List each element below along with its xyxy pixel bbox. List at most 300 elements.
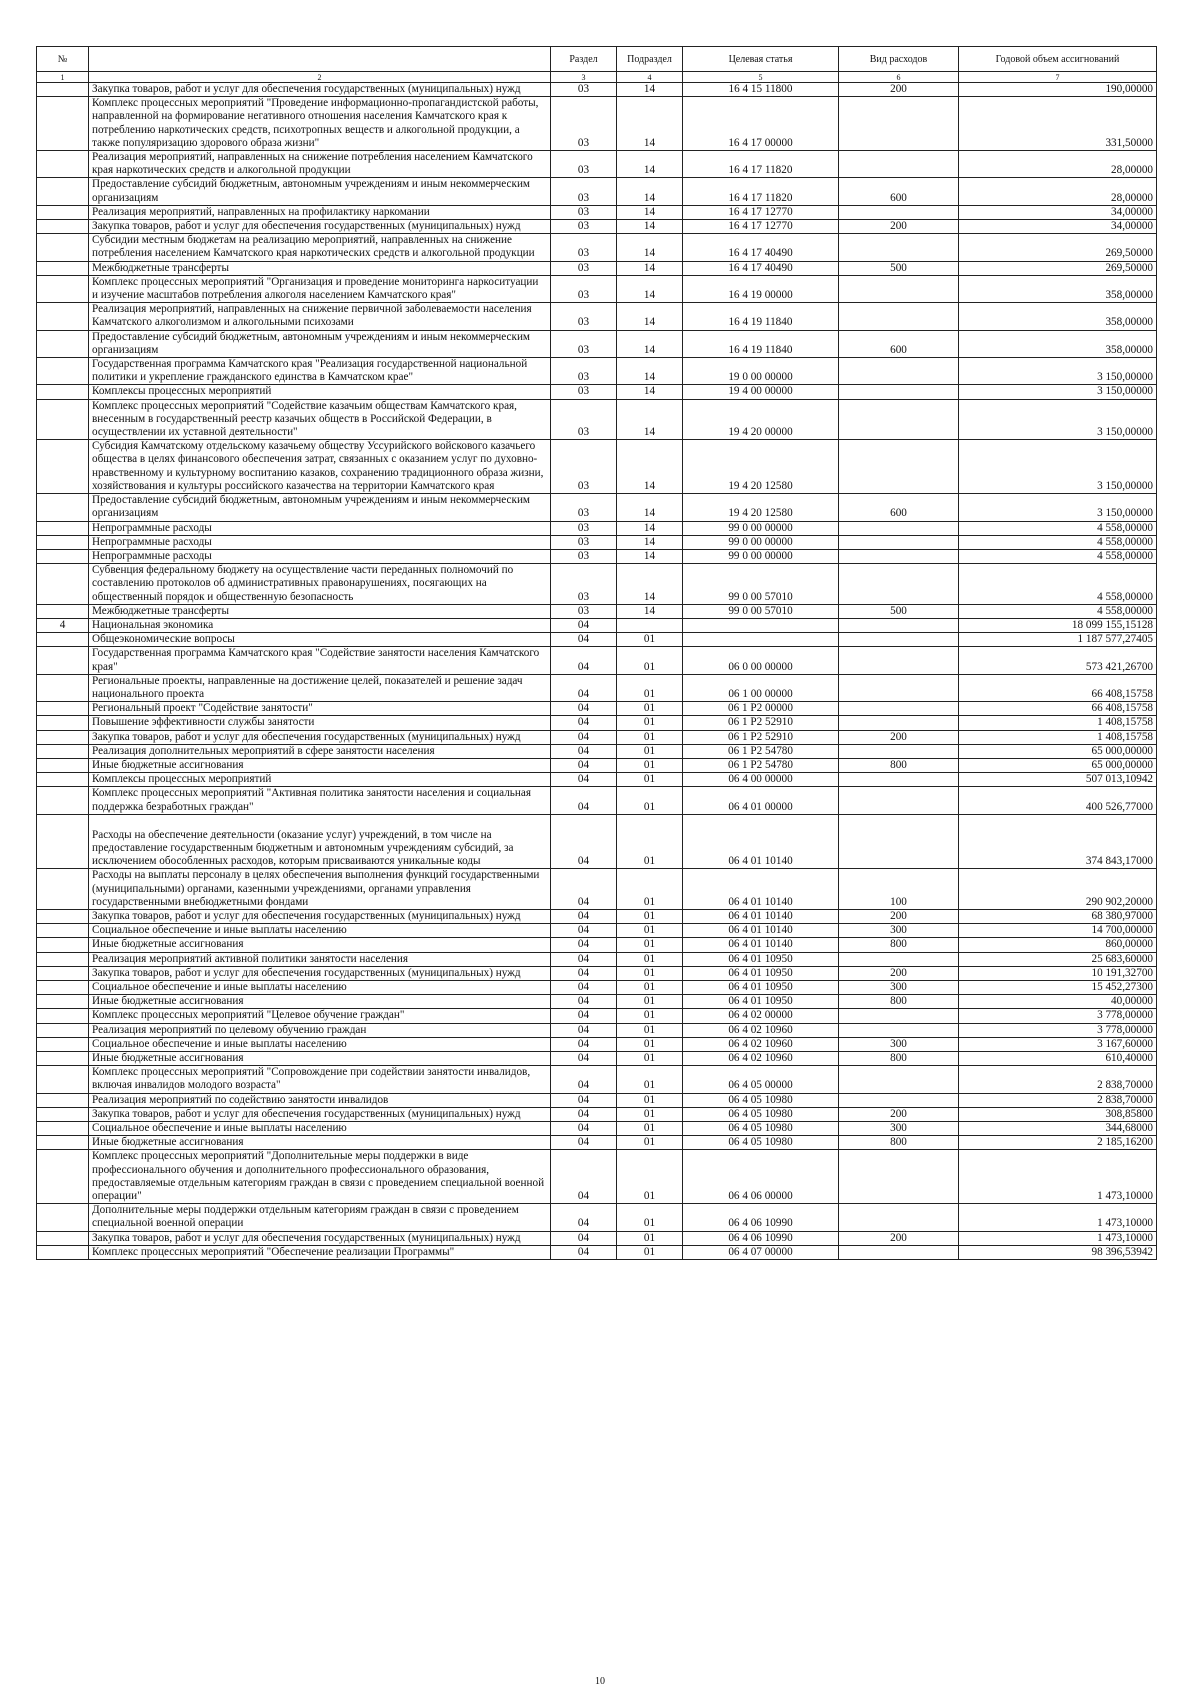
table-row — [37, 83, 1157, 97]
row-podrazdel: 01 — [617, 1231, 683, 1245]
row-amount: 1 473,10000 — [959, 1231, 1157, 1245]
row-number — [37, 1093, 89, 1107]
row-expense-type — [839, 234, 959, 261]
row-number — [37, 1122, 89, 1136]
row-expense-type — [839, 521, 959, 535]
row-name: Реализация мероприятий по содействию занятости инвалидов — [89, 1093, 551, 1107]
table-row — [37, 1150, 1157, 1204]
row-name: Национальная экономика — [89, 618, 551, 632]
row-number — [37, 440, 89, 494]
row-expense-type — [839, 1023, 959, 1037]
row-amount: 1 473,10000 — [959, 1150, 1157, 1204]
row-podrazdel: 01 — [617, 758, 683, 772]
table-row — [37, 220, 1157, 234]
row-number — [37, 966, 89, 980]
row-number — [37, 83, 89, 97]
row-name: Социальное обеспечение и иные выплаты населению — [89, 924, 551, 938]
header-colnum: 2 — [89, 72, 551, 83]
table-row — [37, 261, 1157, 275]
table-row — [37, 773, 1157, 787]
table-row — [37, 716, 1157, 730]
row-target-article: 06 4 05 00000 — [683, 1066, 839, 1093]
table-row — [37, 205, 1157, 219]
row-expense-type — [839, 303, 959, 330]
row-podrazdel — [617, 618, 683, 632]
row-number — [37, 205, 89, 219]
row-expense-type — [839, 1093, 959, 1107]
row-number — [37, 952, 89, 966]
row-razdel: 03 — [551, 97, 617, 151]
row-podrazdel: 14 — [617, 535, 683, 549]
row-podrazdel: 14 — [617, 151, 683, 178]
table-row — [37, 1122, 1157, 1136]
row-target-article: 16 4 17 40490 — [683, 234, 839, 261]
row-amount: 2 185,16200 — [959, 1136, 1157, 1150]
row-amount: 4 558,00000 — [959, 535, 1157, 549]
row-razdel: 04 — [551, 938, 617, 952]
row-razdel: 03 — [551, 385, 617, 399]
row-razdel: 03 — [551, 440, 617, 494]
row-expense-type — [839, 535, 959, 549]
row-number — [37, 744, 89, 758]
row-name: Закупка товаров, работ и услуг для обеспечения государственных (муниципальных) нужд — [89, 220, 551, 234]
table-row — [37, 385, 1157, 399]
row-razdel: 03 — [551, 178, 617, 205]
row-number — [37, 1052, 89, 1066]
row-amount: 14 700,00000 — [959, 924, 1157, 938]
row-name: Субвенция федеральному бюджету на осуществление части переданных полномочий по составлению протоколов об административных правонарушениях, посягающих на общественный порядок и общественную безопасность — [89, 564, 551, 605]
row-target-article: 06 4 02 00000 — [683, 1009, 839, 1023]
row-podrazdel: 01 — [617, 787, 683, 814]
row-number — [37, 758, 89, 772]
table-row — [37, 952, 1157, 966]
table-row — [37, 330, 1157, 357]
row-number — [37, 814, 89, 869]
row-name: Иные бюджетные ассигнования — [89, 1052, 551, 1066]
row-razdel: 04 — [551, 1023, 617, 1037]
row-target-article: 19 0 00 00000 — [683, 358, 839, 385]
row-expense-type: 800 — [839, 938, 959, 952]
row-razdel: 04 — [551, 1093, 617, 1107]
row-razdel: 04 — [551, 716, 617, 730]
table-row — [37, 744, 1157, 758]
row-amount: 66 408,15758 — [959, 702, 1157, 716]
table-row — [37, 924, 1157, 938]
row-number — [37, 995, 89, 1009]
row-target-article: 06 1 P2 54780 — [683, 744, 839, 758]
row-razdel: 04 — [551, 773, 617, 787]
row-name: Закупка товаров, работ и услуг для обеспечения государственных (муниципальных) нужд — [89, 909, 551, 923]
row-podrazdel: 14 — [617, 261, 683, 275]
row-name: Региональный проект "Содействие занятости" — [89, 702, 551, 716]
table-row — [37, 674, 1157, 701]
table-row — [37, 399, 1157, 440]
row-podrazdel: 01 — [617, 1023, 683, 1037]
row-number — [37, 604, 89, 618]
row-podrazdel: 14 — [617, 303, 683, 330]
row-razdel: 04 — [551, 814, 617, 869]
row-podrazdel: 14 — [617, 83, 683, 97]
row-expense-type — [839, 674, 959, 701]
header-razdel: Раздел — [551, 47, 617, 72]
row-expense-type: 800 — [839, 995, 959, 1009]
row-expense-type: 200 — [839, 909, 959, 923]
row-target-article: 16 4 17 40490 — [683, 261, 839, 275]
row-expense-type — [839, 702, 959, 716]
row-amount: 190,00000 — [959, 83, 1157, 97]
row-expense-type: 600 — [839, 330, 959, 357]
row-name: Комплекс процессных мероприятий "Содействие казачьим обществам Камчатского края, внесенным в государственный реестр казачьих обществ в Российской Федерации, в осуществлении их уставной деятельности" — [89, 399, 551, 440]
row-target-article: 06 4 01 10950 — [683, 966, 839, 980]
row-number — [37, 535, 89, 549]
row-number — [37, 1231, 89, 1245]
row-expense-type: 600 — [839, 494, 959, 521]
row-amount: 98 396,53942 — [959, 1245, 1157, 1259]
row-name: Региональные проекты, направленные на достижение целей, показателей и решение задач национального проекта — [89, 674, 551, 701]
row-razdel: 03 — [551, 604, 617, 618]
row-razdel: 04 — [551, 1231, 617, 1245]
row-expense-type — [839, 399, 959, 440]
row-razdel: 04 — [551, 1245, 617, 1259]
row-amount: 34,00000 — [959, 220, 1157, 234]
row-target-article: 06 4 01 10950 — [683, 952, 839, 966]
table-row — [37, 151, 1157, 178]
row-podrazdel: 01 — [617, 924, 683, 938]
row-amount: 2 838,70000 — [959, 1093, 1157, 1107]
row-name: Закупка товаров, работ и услуг для обеспечения государственных (муниципальных) нужд — [89, 966, 551, 980]
table-row — [37, 1066, 1157, 1093]
row-podrazdel: 01 — [617, 1150, 683, 1204]
row-expense-type — [839, 549, 959, 563]
row-name: Комплекс процессных мероприятий "Целевое обучение граждан" — [89, 1009, 551, 1023]
row-podrazdel: 01 — [617, 1122, 683, 1136]
row-amount: 18 099 155,15128 — [959, 618, 1157, 632]
row-podrazdel: 14 — [617, 275, 683, 302]
row-podrazdel: 01 — [617, 1009, 683, 1023]
row-target-article: 06 4 05 10980 — [683, 1093, 839, 1107]
row-razdel: 03 — [551, 275, 617, 302]
budget-table — [36, 46, 1157, 1260]
row-razdel: 03 — [551, 358, 617, 385]
row-number — [37, 275, 89, 302]
row-expense-type — [839, 385, 959, 399]
header-annual-amount: Годовой объем ассигнований — [959, 47, 1157, 72]
table-row — [37, 1009, 1157, 1023]
row-name: Комплекс процессных мероприятий "Дополнительные меры поддержки в виде профессионального обучения и дополнительного профессионального образования, предоставляемые отдельным категориям граждан в связи с проведением специальной военной операции" — [89, 1150, 551, 1204]
row-podrazdel: 01 — [617, 952, 683, 966]
row-amount: 4 558,00000 — [959, 604, 1157, 618]
table-row — [37, 869, 1157, 910]
row-razdel: 04 — [551, 1009, 617, 1023]
row-number — [37, 924, 89, 938]
table-row — [37, 633, 1157, 647]
row-expense-type — [839, 440, 959, 494]
row-razdel: 04 — [551, 952, 617, 966]
row-amount: 3 150,00000 — [959, 358, 1157, 385]
row-amount: 4 558,00000 — [959, 549, 1157, 563]
row-number — [37, 564, 89, 605]
row-amount: 1 408,15758 — [959, 730, 1157, 744]
row-target-article: 06 1 00 00000 — [683, 674, 839, 701]
table-row — [37, 814, 1157, 869]
row-target-article: 99 0 00 57010 — [683, 604, 839, 618]
row-expense-type: 200 — [839, 220, 959, 234]
row-target-article: 16 4 17 00000 — [683, 97, 839, 151]
table-row — [37, 1052, 1157, 1066]
row-amount: 269,50000 — [959, 261, 1157, 275]
row-expense-type: 300 — [839, 924, 959, 938]
row-expense-type — [839, 358, 959, 385]
row-razdel: 03 — [551, 521, 617, 535]
row-podrazdel: 14 — [617, 604, 683, 618]
header-colnum: 4 — [617, 72, 683, 83]
row-podrazdel: 01 — [617, 716, 683, 730]
row-podrazdel: 01 — [617, 674, 683, 701]
row-name: Комплекс процессных мероприятий "Обеспечение реализации Программы" — [89, 1245, 551, 1259]
row-target-article: 06 4 05 10980 — [683, 1122, 839, 1136]
row-name: Предоставление субсидий бюджетным, автономным учреждениям и иным некоммерческим организациям — [89, 330, 551, 357]
row-amount: 507 013,10942 — [959, 773, 1157, 787]
row-number — [37, 773, 89, 787]
row-target-article — [683, 633, 839, 647]
row-podrazdel: 14 — [617, 385, 683, 399]
row-amount: 3 778,00000 — [959, 1009, 1157, 1023]
row-target-article: 06 4 05 10980 — [683, 1136, 839, 1150]
row-name: Комплексы процессных мероприятий — [89, 385, 551, 399]
row-razdel: 04 — [551, 1107, 617, 1121]
row-number — [37, 151, 89, 178]
row-razdel: 04 — [551, 1136, 617, 1150]
row-podrazdel: 01 — [617, 938, 683, 952]
row-name: Закупка товаров, работ и услуг для обеспечения государственных (муниципальных) нужд — [89, 1107, 551, 1121]
row-name: Дополнительные меры поддержки отдельным категориям граждан в связи с проведением специальной военной операции — [89, 1204, 551, 1231]
row-target-article: 16 4 19 11840 — [683, 303, 839, 330]
row-podrazdel: 14 — [617, 564, 683, 605]
row-expense-type: 300 — [839, 1122, 959, 1136]
row-target-article: 06 4 01 10140 — [683, 814, 839, 869]
table-row — [37, 1245, 1157, 1259]
row-number — [37, 1066, 89, 1093]
header-expense-type: Вид расходов — [839, 47, 959, 72]
table-body — [37, 83, 1157, 1260]
row-expense-type — [839, 1204, 959, 1231]
row-amount: 308,85800 — [959, 1107, 1157, 1121]
row-target-article: 99 0 00 00000 — [683, 535, 839, 549]
row-razdel: 03 — [551, 151, 617, 178]
row-razdel: 04 — [551, 647, 617, 674]
row-razdel: 04 — [551, 1066, 617, 1093]
row-amount: 4 558,00000 — [959, 521, 1157, 535]
row-razdel: 04 — [551, 981, 617, 995]
row-expense-type: 200 — [839, 1107, 959, 1121]
row-podrazdel: 01 — [617, 814, 683, 869]
row-expense-type: 200 — [839, 730, 959, 744]
row-number — [37, 330, 89, 357]
row-razdel: 04 — [551, 966, 617, 980]
row-name: Комплекс процессных мероприятий "Организация и проведение мониторинга наркоситуации и изучение масштабов потребления алкоголя населением Камчатского края" — [89, 275, 551, 302]
row-amount: 1 187 577,27405 — [959, 633, 1157, 647]
row-podrazdel: 01 — [617, 1066, 683, 1093]
row-target-article: 06 4 06 00000 — [683, 1150, 839, 1204]
table-row — [37, 702, 1157, 716]
row-name: Реализация дополнительных мероприятий в сфере занятости населения — [89, 744, 551, 758]
table-row — [37, 178, 1157, 205]
row-name: Общеэкономические вопросы — [89, 633, 551, 647]
row-razdel: 03 — [551, 220, 617, 234]
row-number — [37, 938, 89, 952]
row-podrazdel: 14 — [617, 358, 683, 385]
row-number: 4 — [37, 618, 89, 632]
row-name: Иные бюджетные ассигнования — [89, 758, 551, 772]
table-row — [37, 97, 1157, 151]
row-amount: 860,00000 — [959, 938, 1157, 952]
row-name: Закупка товаров, работ и услуг для обеспечения государственных (муниципальных) нужд — [89, 1231, 551, 1245]
row-target-article: 19 4 00 00000 — [683, 385, 839, 399]
row-podrazdel: 01 — [617, 744, 683, 758]
row-number — [37, 702, 89, 716]
table-row — [37, 494, 1157, 521]
row-target-article: 16 4 17 12770 — [683, 220, 839, 234]
row-amount: 269,50000 — [959, 234, 1157, 261]
row-name: Непрограммные расходы — [89, 535, 551, 549]
row-name: Расходы на выплаты персоналу в целях обеспечения выполнения функций государственными (муниципальными) органами, казенными учреждениями, органами управления государственными внебюджетными фондами — [89, 869, 551, 910]
table-row — [37, 564, 1157, 605]
table-row — [37, 604, 1157, 618]
table-row — [37, 995, 1157, 1009]
row-razdel: 03 — [551, 261, 617, 275]
row-razdel: 04 — [551, 1037, 617, 1051]
row-podrazdel: 14 — [617, 330, 683, 357]
row-expense-type — [839, 647, 959, 674]
row-expense-type — [839, 814, 959, 869]
row-name: Реализация мероприятий по целевому обучению граждан — [89, 1023, 551, 1037]
row-target-article: 06 4 01 10950 — [683, 981, 839, 995]
header-colnum: 6 — [839, 72, 959, 83]
row-number — [37, 1245, 89, 1259]
row-podrazdel: 01 — [617, 1037, 683, 1051]
row-amount: 28,00000 — [959, 151, 1157, 178]
table-row — [37, 440, 1157, 494]
row-number — [37, 1009, 89, 1023]
header-no: № — [37, 47, 89, 72]
row-name: Социальное обеспечение и иные выплаты населению — [89, 1122, 551, 1136]
row-number — [37, 787, 89, 814]
table-row — [37, 521, 1157, 535]
table-row — [37, 1107, 1157, 1121]
row-amount: 15 452,27300 — [959, 981, 1157, 995]
row-expense-type: 500 — [839, 261, 959, 275]
row-name: Субсидии местным бюджетам на реализацию мероприятий, направленных на снижение потребления населением Камчатского края наркотических средств и алкогольной продукции — [89, 234, 551, 261]
row-name: Комплекс процессных мероприятий "Сопровождение при содействии занятости инвалидов, включая инвалидов молодого возраста" — [89, 1066, 551, 1093]
table-row — [37, 938, 1157, 952]
row-amount: 3 150,00000 — [959, 399, 1157, 440]
row-number — [37, 869, 89, 910]
row-podrazdel: 14 — [617, 494, 683, 521]
row-name: Государственная программа Камчатского края "Реализация государственной национальной политики и укрепление гражданского единства в Камчатском крае" — [89, 358, 551, 385]
row-target-article: 99 0 00 57010 — [683, 564, 839, 605]
header-colnum: 3 — [551, 72, 617, 83]
row-target-article: 16 4 15 11800 — [683, 83, 839, 97]
row-number — [37, 220, 89, 234]
row-target-article: 16 4 17 11820 — [683, 178, 839, 205]
row-razdel: 03 — [551, 83, 617, 97]
row-number — [37, 549, 89, 563]
table-row — [37, 981, 1157, 995]
row-number — [37, 1023, 89, 1037]
row-target-article: 16 4 19 11840 — [683, 330, 839, 357]
row-target-article: 99 0 00 00000 — [683, 549, 839, 563]
row-expense-type — [839, 633, 959, 647]
row-razdel: 04 — [551, 633, 617, 647]
row-amount: 28,00000 — [959, 178, 1157, 205]
row-podrazdel: 14 — [617, 178, 683, 205]
row-amount: 3 150,00000 — [959, 440, 1157, 494]
row-expense-type: 600 — [839, 178, 959, 205]
row-number — [37, 647, 89, 674]
row-razdel: 03 — [551, 549, 617, 563]
row-target-article: 06 4 01 10140 — [683, 938, 839, 952]
row-name: Расходы на обеспечение деятельности (оказание услуг) учреждений, в том числе на предоставление государственным бюджетным и автономным учреждениям субсидий, за исключением обособленных расходов, которым присваиваются уникальные коды — [89, 814, 551, 869]
row-podrazdel: 14 — [617, 521, 683, 535]
table-row — [37, 966, 1157, 980]
table-row — [37, 1037, 1157, 1051]
row-razdel: 04 — [551, 674, 617, 701]
row-name: Закупка товаров, работ и услуг для обеспечения государственных (муниципальных) нужд — [89, 83, 551, 97]
row-podrazdel: 01 — [617, 1245, 683, 1259]
row-name: Социальное обеспечение и иные выплаты населению — [89, 981, 551, 995]
row-target-article: 06 1 P2 52910 — [683, 716, 839, 730]
table-row — [37, 358, 1157, 385]
row-expense-type: 800 — [839, 1052, 959, 1066]
table-row — [37, 549, 1157, 563]
row-target-article: 06 4 01 00000 — [683, 787, 839, 814]
row-podrazdel: 14 — [617, 440, 683, 494]
row-podrazdel: 01 — [617, 702, 683, 716]
table-row — [37, 618, 1157, 632]
table-row — [37, 275, 1157, 302]
row-name: Реализация мероприятий, направленных на профилактику наркомании — [89, 205, 551, 219]
row-target-article: 16 4 19 00000 — [683, 275, 839, 302]
table-row — [37, 535, 1157, 549]
row-target-article: 16 4 17 11820 — [683, 151, 839, 178]
row-podrazdel: 01 — [617, 633, 683, 647]
row-target-article: 06 4 02 10960 — [683, 1037, 839, 1051]
row-expense-type — [839, 151, 959, 178]
row-target-article: 06 4 01 10140 — [683, 869, 839, 910]
row-expense-type — [839, 1150, 959, 1204]
row-target-article: 06 4 01 10950 — [683, 995, 839, 1009]
row-podrazdel: 14 — [617, 399, 683, 440]
row-number — [37, 674, 89, 701]
row-podrazdel: 01 — [617, 647, 683, 674]
row-number — [37, 909, 89, 923]
row-razdel: 03 — [551, 564, 617, 605]
row-target-article: 06 1 P2 54780 — [683, 758, 839, 772]
row-name: Непрограммные расходы — [89, 549, 551, 563]
budget-table-page — [36, 46, 1156, 1260]
row-name: Иные бюджетные ассигнования — [89, 938, 551, 952]
row-expense-type: 300 — [839, 981, 959, 995]
row-target-article: 06 4 02 10960 — [683, 1052, 839, 1066]
row-name: Иные бюджетные ассигнования — [89, 995, 551, 1009]
table-row — [37, 1093, 1157, 1107]
row-podrazdel: 01 — [617, 1204, 683, 1231]
row-name: Предоставление субсидий бюджетным, автономным учреждениям и иным некоммерческим организациям — [89, 494, 551, 521]
row-number — [37, 521, 89, 535]
row-number — [37, 385, 89, 399]
row-podrazdel: 01 — [617, 909, 683, 923]
row-podrazdel: 14 — [617, 234, 683, 261]
